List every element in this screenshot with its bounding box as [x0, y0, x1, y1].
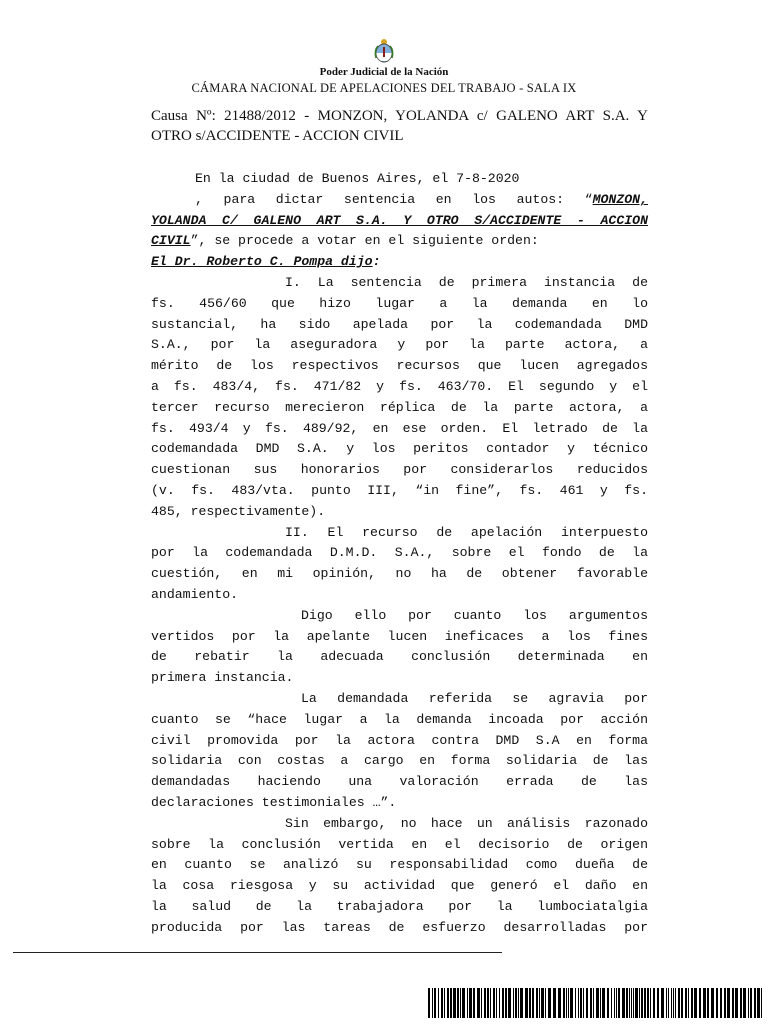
- paragraph-line: producida por las tareas de esfuerzo desarrolladas por: [151, 919, 648, 935]
- paragraph-line: vertidos por la apelante lucen ineficaces a los fines: [151, 628, 648, 644]
- barcode-bar: [447, 988, 449, 1018]
- barcode-bar: [618, 988, 620, 1018]
- barcode-bar: [590, 988, 592, 1018]
- case-title-emphasis: YOLANDA C/ GALENO ART S.A. Y OTRO S/ACCIDENTE - ACCION: [151, 212, 648, 228]
- barcode-bar: [545, 988, 546, 1018]
- paragraph-line: sobre la conclusión vertida en el decisorio de origen: [151, 836, 648, 852]
- barcode-bar: [469, 988, 472, 1018]
- barcode-bar: [757, 988, 760, 1018]
- barcode-bar: [580, 988, 582, 1018]
- paragraph-line: civil promovida por la actora contra DMD S.A en forma: [151, 732, 648, 748]
- barcode-bar: [727, 988, 730, 1018]
- opening-line: En la ciudad de Buenos Aires, el 7-8-2020: [195, 171, 520, 186]
- barcode-bar: [735, 988, 738, 1018]
- barcode-bar: [661, 988, 664, 1018]
- barcode-bar: [626, 988, 628, 1018]
- barcode-bar: [699, 988, 701, 1018]
- paragraph-line: Sin embargo, no hace un análisis razonado: [285, 815, 648, 831]
- barcode-bar: [532, 988, 534, 1018]
- barcode-bar: [688, 988, 689, 1018]
- barcode-bar: [453, 988, 456, 1018]
- barcode-bar: [629, 988, 630, 1018]
- barcode-bar: [525, 988, 528, 1018]
- barcode-bar: [611, 988, 612, 1018]
- paragraph-line: Digo ello por cuanto los argumentos: [301, 607, 648, 623]
- paragraph-line: cuestión, en mi opinión, no ha de obtener favorable: [151, 566, 648, 582]
- barcode-bar: [644, 988, 646, 1018]
- barcode-bar: [647, 988, 649, 1018]
- barcode-bar: [740, 988, 742, 1018]
- paragraph-line: demandadas haciendo una valoración errada de las: [151, 774, 648, 790]
- paragraph-line: I. La sentencia de primera instancia de: [285, 274, 648, 290]
- barcode-bar: [691, 988, 693, 1018]
- chamber-title: CÁMARA NACIONAL DE APELACIONES DEL TRABAJO - SALA IX: [191, 81, 577, 95]
- barcode-bar: [671, 988, 672, 1018]
- barcode-bar: [434, 988, 436, 1018]
- barcode-bar: [732, 988, 734, 1018]
- barcode-bar: [462, 988, 465, 1018]
- paragraph-line: por la codemandada D.M.D. S.A., sobre el fondo de la: [151, 545, 648, 561]
- judge-heading: [151, 252, 648, 273]
- barcode-bar: [477, 988, 480, 1018]
- paragraph-line: de rebatir la adecuada conclusión determinada en: [151, 649, 648, 665]
- document-body: [151, 169, 648, 938]
- barcode-bar: [631, 988, 632, 1018]
- barcode-bar: [724, 988, 726, 1018]
- barcode-bar: [508, 988, 511, 1018]
- barcode-bar: [529, 988, 531, 1018]
- barcode-bar: [460, 988, 461, 1018]
- barcode-bar: [484, 988, 486, 1018]
- barcode-bar: [666, 988, 667, 1018]
- paragraph-line: la salud de la trabajadora por la lumbociatalgia: [151, 898, 648, 914]
- barcode-bar: [558, 988, 561, 1018]
- barcode-bar: [513, 988, 514, 1018]
- paragraph-line: 485, respectivamente).: [151, 503, 326, 519]
- barcode-bar: [563, 988, 565, 1018]
- text-fragment: :: [372, 254, 381, 270]
- barcode-icon: [428, 988, 764, 1018]
- barcode-bar: [467, 988, 468, 1018]
- barcode-bar: [505, 988, 507, 1018]
- barcode-bar: [716, 988, 718, 1018]
- barcode-bar: [653, 988, 655, 1018]
- barcode-bar: [703, 988, 706, 1018]
- barcode-bar: [761, 988, 762, 1018]
- barcode-bar: [441, 988, 443, 1018]
- barcode-bar: [673, 988, 674, 1018]
- barcode-bar: [681, 988, 683, 1018]
- organization-title: Poder Judicial de la Nación: [319, 66, 449, 78]
- paragraph-line: tercer recurso merecieron réplica de la parte actora, a: [151, 399, 648, 415]
- paragraph-line: fs. 456/60 que hizo lugar a la demanda en lo: [151, 295, 648, 311]
- barcode-bar: [568, 988, 569, 1018]
- barcode-bar: [633, 988, 634, 1018]
- barcode-bar: [607, 988, 609, 1018]
- barcode-bar: [438, 988, 439, 1018]
- paragraph-line: (v. fs. 483/vta. punto III, “in fine”, fs. 461 y fs.: [151, 482, 648, 498]
- case-caption: [151, 106, 648, 146]
- barcode-bar: [570, 988, 573, 1018]
- barcode-bar: [575, 988, 576, 1018]
- barcode-bar: [499, 988, 500, 1018]
- barcode-bar: [600, 988, 601, 1018]
- barcode-bar: [496, 988, 497, 1018]
- barcode-bar: [754, 988, 756, 1018]
- barcode-bar: [481, 988, 482, 1018]
- barcode-bar: [473, 988, 475, 1018]
- text-fragment: , para dictar sentencia en los autos: “: [195, 191, 593, 207]
- barcode-bar: [515, 988, 517, 1018]
- barcode-bar: [518, 988, 519, 1018]
- barcode-bar: [657, 988, 659, 1018]
- barcode-bar: [493, 988, 495, 1018]
- paragraph-line: codemandada DMD S.A. y los peritos contador y técnico: [151, 441, 648, 457]
- paragraph-line: declaraciones testimoniales …”.: [151, 794, 397, 810]
- barcode-bar: [616, 988, 617, 1018]
- text-fragment: ”, se procede a votar en el siguiente orden:: [190, 233, 539, 249]
- barcode-bar: [602, 988, 605, 1018]
- case-title-emphasis: CIVIL: [151, 233, 191, 249]
- paragraph-line: solidaria con costas a cargo en forma solidaria de las: [151, 753, 648, 769]
- barcode-bar: [635, 988, 638, 1018]
- barcode-bar: [553, 988, 556, 1018]
- barcode-bar: [694, 988, 697, 1018]
- barcode-bar: [487, 988, 489, 1018]
- barcode-bar: [596, 988, 599, 1018]
- barcode-bar: [502, 988, 504, 1018]
- case-caption-line: Causa Nº: 21488/2012 - MONZON, YOLANDA c/ GALENO ART S.A. Y: [151, 108, 648, 124]
- paragraph-line: sustancial, ha sido apelada por la codemandada DMD: [151, 316, 648, 332]
- paragraph-line: La demandada referida se agravia por: [301, 690, 648, 706]
- barcode-bar: [428, 988, 430, 1018]
- barcode-bar: [583, 988, 584, 1018]
- barcode-bar: [711, 988, 714, 1018]
- paragraph-line: primera instancia.: [151, 670, 294, 686]
- paragraph-line: la cosa riesgosa y su actividad que generó el daño en: [151, 878, 648, 894]
- barcode-bar: [539, 988, 540, 1018]
- paragraph-line: S.A., por la aseguradora y por la parte actora, a: [151, 337, 648, 353]
- barcode-bar: [536, 988, 538, 1018]
- barcode-bar: [750, 988, 752, 1018]
- barcode-bar: [743, 988, 746, 1018]
- opening-line: [151, 190, 648, 211]
- barcode-bar: [668, 988, 669, 1018]
- barcode-bar: [586, 988, 588, 1018]
- barcode-bar: [450, 988, 452, 1018]
- barcode-bar: [622, 988, 625, 1018]
- barcode-bar: [432, 988, 433, 1018]
- barcode-bar: [707, 988, 709, 1018]
- paragraph-line: cuestionan sus honorarios por considerarlos reducidos: [151, 462, 648, 478]
- barcode-bar: [639, 988, 640, 1018]
- barcode-bar: [548, 988, 551, 1018]
- barcode-bar: [748, 988, 749, 1018]
- paragraph-line: II. El recurso de apelación interpuesto: [285, 524, 648, 540]
- barcode-bar: [720, 988, 722, 1018]
- footer-rule: [13, 952, 502, 953]
- paragraph-line: a fs. 483/4, fs. 471/82 y fs. 463/70. El segundo y el: [151, 378, 648, 394]
- paragraph-line: cuanto se “hace lugar a la demanda incoada por acción: [151, 711, 648, 727]
- barcode-bar: [641, 988, 643, 1018]
- barcode-bar: [490, 988, 491, 1018]
- paragraph-line: fs. 493/4 y fs. 489/92, en ese orden. El letrado de la: [151, 420, 648, 436]
- barcode-bar: [520, 988, 523, 1018]
- barcode-bar: [650, 988, 651, 1018]
- barcode-bar: [678, 988, 680, 1018]
- barcode-bar: [614, 988, 615, 1018]
- barcode-bar: [444, 988, 445, 1018]
- paragraph-line: mérito de los respectivos recursos que lucen agregados: [151, 358, 648, 374]
- paragraph-line: en cuanto se analizó su responsabilidad como dueña de: [151, 857, 648, 873]
- coat-of-arms-icon: [373, 38, 395, 64]
- case-title-emphasis: MONZON,: [592, 191, 648, 207]
- paragraph-line: andamiento.: [151, 586, 239, 602]
- barcode-bar: [566, 988, 567, 1018]
- barcode-bar: [593, 988, 594, 1018]
- barcode-bar: [675, 988, 676, 1018]
- barcode-bar: [685, 988, 687, 1018]
- barcode-bar: [457, 988, 459, 1018]
- barcode-bar: [578, 988, 579, 1018]
- judge-name: El Dr. Roberto C. Pompa dijo: [151, 254, 373, 270]
- opening-line: [151, 231, 648, 252]
- barcode-bar: [541, 988, 544, 1018]
- case-caption-line: OTRO s/ACCIDENTE - ACCION CIVIL: [151, 128, 404, 144]
